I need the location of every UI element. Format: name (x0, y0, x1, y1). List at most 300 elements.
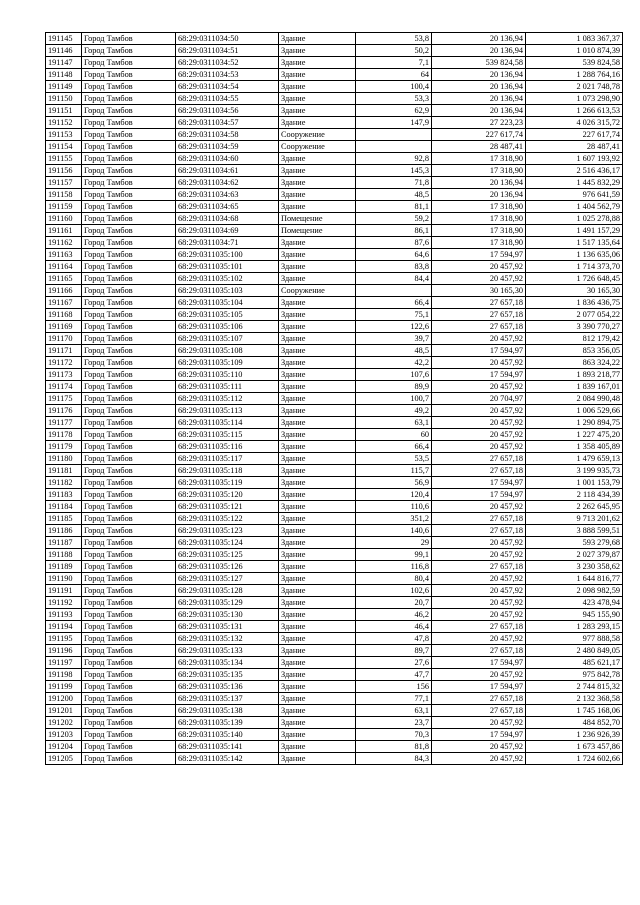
object-type-cell: Здание (279, 573, 356, 585)
municipality-cell: Город Тамбов (82, 549, 176, 561)
table-row (46, 249, 623, 261)
municipality-cell: Город Тамбов (82, 225, 176, 237)
row-number-cell: 191205 (46, 753, 82, 765)
cadastral-number-cell: 68:29:0311035:118 (176, 465, 279, 477)
table-row (46, 741, 623, 753)
cadastral-number-cell: 68:29:0311035:125 (176, 549, 279, 561)
table-row (46, 141, 623, 153)
table-row (46, 441, 623, 453)
cadastral-value-cell: 2 132 368,58 (526, 693, 623, 705)
municipality-cell: Город Тамбов (82, 693, 176, 705)
table-row (46, 285, 623, 297)
table-row (46, 621, 623, 633)
object-type-cell: Здание (279, 345, 356, 357)
cadastral-number-cell: 68:29:0311035:132 (176, 633, 279, 645)
municipality-cell: Город Тамбов (82, 717, 176, 729)
area-cell: 70,3 (356, 729, 432, 741)
municipality-cell: Город Тамбов (82, 657, 176, 669)
object-type-cell: Здание (279, 561, 356, 573)
table-row (46, 369, 623, 381)
area-cell: 59,2 (356, 213, 432, 225)
cadastral-number-cell: 68:29:0311035:135 (176, 669, 279, 681)
unit-value-cell: 20 457,92 (432, 753, 526, 765)
cadastral-number-cell: 68:29:0311035:102 (176, 273, 279, 285)
table-row (46, 177, 623, 189)
unit-value-cell: 20 457,92 (432, 549, 526, 561)
area-cell: 92,8 (356, 153, 432, 165)
table-row (46, 573, 623, 585)
municipality-cell: Город Тамбов (82, 333, 176, 345)
area-cell (356, 141, 432, 153)
object-type-cell: Здание (279, 273, 356, 285)
municipality-cell: Город Тамбов (82, 621, 176, 633)
area-cell: 84,4 (356, 273, 432, 285)
table-row (46, 333, 623, 345)
unit-value-cell: 27 657,18 (432, 297, 526, 309)
unit-value-cell: 20 457,92 (432, 741, 526, 753)
table-row (46, 105, 623, 117)
area-cell: 46,2 (356, 609, 432, 621)
cadastral-value-cell: 1 839 167,01 (526, 381, 623, 393)
object-type-cell: Здание (279, 189, 356, 201)
object-type-cell: Здание (279, 165, 356, 177)
unit-value-cell: 27 657,18 (432, 453, 526, 465)
unit-value-cell: 20 136,94 (432, 81, 526, 93)
object-type-cell: Здание (279, 117, 356, 129)
cadastral-number-cell: 68:29:0311035:101 (176, 261, 279, 273)
municipality-cell: Город Тамбов (82, 105, 176, 117)
cadastral-number-cell: 68:29:0311035:103 (176, 285, 279, 297)
unit-value-cell: 20 457,92 (432, 381, 526, 393)
row-number-cell: 191202 (46, 717, 82, 729)
area-cell: 83,8 (356, 261, 432, 273)
row-number-cell: 191175 (46, 393, 82, 405)
area-cell: 102,6 (356, 585, 432, 597)
unit-value-cell: 20 457,92 (432, 717, 526, 729)
area-cell: 110,6 (356, 501, 432, 513)
row-number-cell: 191158 (46, 189, 82, 201)
area-cell: 63,1 (356, 705, 432, 717)
municipality-cell: Город Тамбов (82, 465, 176, 477)
table-row (46, 129, 623, 141)
municipality-cell: Город Тамбов (82, 609, 176, 621)
municipality-cell: Город Тамбов (82, 513, 176, 525)
object-type-cell: Здание (279, 717, 356, 729)
row-number-cell: 191197 (46, 657, 82, 669)
cadastral-value-cell: 812 179,42 (526, 333, 623, 345)
unit-value-cell: 20 457,92 (432, 585, 526, 597)
area-cell: 75,1 (356, 309, 432, 321)
unit-value-cell: 27 657,18 (432, 561, 526, 573)
area-cell: 56,9 (356, 477, 432, 489)
row-number-cell: 191149 (46, 81, 82, 93)
cadastral-value-cell: 1 236 926,39 (526, 729, 623, 741)
unit-value-cell: 17 594,97 (432, 657, 526, 669)
row-number-cell: 191151 (46, 105, 82, 117)
table-row (46, 201, 623, 213)
cadastral-number-cell: 68:29:0311035:120 (176, 489, 279, 501)
unit-value-cell: 20 457,92 (432, 633, 526, 645)
municipality-cell: Город Тамбов (82, 633, 176, 645)
table-row (46, 561, 623, 573)
table-row (46, 729, 623, 741)
cadastral-number-cell: 68:29:0311035:133 (176, 645, 279, 657)
cadastral-value-cell: 2 098 982,59 (526, 585, 623, 597)
area-cell: 50,2 (356, 45, 432, 57)
municipality-cell: Город Тамбов (82, 501, 176, 513)
row-number-cell: 191204 (46, 741, 82, 753)
municipality-cell: Город Тамбов (82, 213, 176, 225)
row-number-cell: 191200 (46, 693, 82, 705)
area-cell: 80,4 (356, 573, 432, 585)
object-type-cell: Здание (279, 429, 356, 441)
cadastral-number-cell: 68:29:0311035:137 (176, 693, 279, 705)
municipality-cell: Город Тамбов (82, 705, 176, 717)
row-number-cell: 191168 (46, 309, 82, 321)
cadastral-value-cell: 976 641,59 (526, 189, 623, 201)
unit-value-cell: 20 457,92 (432, 573, 526, 585)
cadastral-number-cell: 68:29:0311034:59 (176, 141, 279, 153)
cadastral-value-cell: 1 607 193,92 (526, 153, 623, 165)
area-cell: 120,4 (356, 489, 432, 501)
object-type-cell: Здание (279, 357, 356, 369)
cadastral-number-cell: 68:29:0311034:50 (176, 33, 279, 45)
row-number-cell: 191163 (46, 249, 82, 261)
row-number-cell: 191169 (46, 321, 82, 333)
cadastral-value-cell: 1 001 153,79 (526, 477, 623, 489)
area-cell: 60 (356, 429, 432, 441)
table-row (46, 273, 623, 285)
cadastral-value-cell: 1 227 475,20 (526, 429, 623, 441)
cadastral-number-cell: 68:29:0311034:52 (176, 57, 279, 69)
table-row (46, 633, 623, 645)
area-cell: 66,4 (356, 297, 432, 309)
area-cell: 66,4 (356, 441, 432, 453)
unit-value-cell: 17 594,97 (432, 345, 526, 357)
cadastral-value-cell: 975 842,78 (526, 669, 623, 681)
cadastral-value-cell: 1 290 894,75 (526, 417, 623, 429)
municipality-cell: Город Тамбов (82, 273, 176, 285)
municipality-cell: Город Тамбов (82, 297, 176, 309)
unit-value-cell: 20 457,92 (432, 429, 526, 441)
unit-value-cell: 20 457,92 (432, 273, 526, 285)
cadastral-value-cell: 2 118 434,39 (526, 489, 623, 501)
object-type-cell: Помещение (279, 225, 356, 237)
area-cell: 84,3 (356, 753, 432, 765)
unit-value-cell: 27 657,18 (432, 705, 526, 717)
cadastral-value-cell: 853 356,05 (526, 345, 623, 357)
object-type-cell: Здание (279, 177, 356, 189)
area-cell: 107,6 (356, 369, 432, 381)
cadastral-value-cell: 2 021 748,78 (526, 81, 623, 93)
cadastral-number-cell: 68:29:0311034:61 (176, 165, 279, 177)
object-type-cell: Здание (279, 309, 356, 321)
object-type-cell: Здание (279, 597, 356, 609)
cadastral-number-cell: 68:29:0311034:65 (176, 201, 279, 213)
table-row (46, 585, 623, 597)
cadastral-value-cell: 3 888 599,51 (526, 525, 623, 537)
cadastral-value-table (45, 32, 623, 765)
row-number-cell: 191147 (46, 57, 82, 69)
area-cell: 63,1 (356, 417, 432, 429)
area-cell (356, 285, 432, 297)
cadastral-value-cell: 2 744 815,32 (526, 681, 623, 693)
municipality-cell: Город Тамбов (82, 405, 176, 417)
unit-value-cell: 17 594,97 (432, 369, 526, 381)
cadastral-value-cell: 484 852,70 (526, 717, 623, 729)
table-row (46, 465, 623, 477)
table-row (46, 645, 623, 657)
unit-value-cell: 20 704,97 (432, 393, 526, 405)
area-cell: 100,7 (356, 393, 432, 405)
unit-value-cell: 17 318,90 (432, 213, 526, 225)
unit-value-cell: 30 165,30 (432, 285, 526, 297)
row-number-cell: 191182 (46, 477, 82, 489)
row-number-cell: 191162 (46, 237, 82, 249)
unit-value-cell: 27 657,18 (432, 525, 526, 537)
cadastral-value-cell: 593 279,68 (526, 537, 623, 549)
unit-value-cell: 20 457,92 (432, 441, 526, 453)
municipality-cell: Город Тамбов (82, 753, 176, 765)
cadastral-number-cell: 68:29:0311035:115 (176, 429, 279, 441)
unit-value-cell: 20 136,94 (432, 189, 526, 201)
table-row (46, 237, 623, 249)
object-type-cell: Сооружение (279, 141, 356, 153)
object-type-cell: Здание (279, 741, 356, 753)
object-type-cell: Здание (279, 585, 356, 597)
table-row (46, 477, 623, 489)
row-number-cell: 191146 (46, 45, 82, 57)
municipality-cell: Город Тамбов (82, 729, 176, 741)
table-row (46, 525, 623, 537)
cadastral-number-cell: 68:29:0311034:56 (176, 105, 279, 117)
object-type-cell: Здание (279, 453, 356, 465)
table-row (46, 669, 623, 681)
object-type-cell: Здание (279, 69, 356, 81)
area-cell: 53,3 (356, 93, 432, 105)
object-type-cell: Здание (279, 201, 356, 213)
table-row (46, 93, 623, 105)
row-number-cell: 191198 (46, 669, 82, 681)
row-number-cell: 191199 (46, 681, 82, 693)
cadastral-number-cell: 68:29:0311035:111 (176, 381, 279, 393)
object-type-cell: Здание (279, 333, 356, 345)
cadastral-value-cell: 1 136 635,06 (526, 249, 623, 261)
unit-value-cell: 17 594,97 (432, 477, 526, 489)
cadastral-number-cell: 68:29:0311034:53 (176, 69, 279, 81)
object-type-cell: Здание (279, 657, 356, 669)
row-number-cell: 191186 (46, 525, 82, 537)
object-type-cell: Здание (279, 393, 356, 405)
area-cell: 49,2 (356, 405, 432, 417)
area-cell: 7,1 (356, 57, 432, 69)
table-row (46, 225, 623, 237)
municipality-cell: Город Тамбов (82, 261, 176, 273)
table-row (46, 261, 623, 273)
unit-value-cell: 20 457,92 (432, 609, 526, 621)
cadastral-number-cell: 68:29:0311034:57 (176, 117, 279, 129)
cadastral-number-cell: 68:29:0311035:109 (176, 357, 279, 369)
municipality-cell: Город Тамбов (82, 525, 176, 537)
area-cell: 122,6 (356, 321, 432, 333)
cadastral-value-cell: 1 404 562,79 (526, 201, 623, 213)
object-type-cell: Здание (279, 705, 356, 717)
table-row (46, 453, 623, 465)
cadastral-number-cell: 68:29:0311035:119 (176, 477, 279, 489)
municipality-cell: Город Тамбов (82, 381, 176, 393)
row-number-cell: 191190 (46, 573, 82, 585)
area-cell: 71,8 (356, 177, 432, 189)
unit-value-cell: 27 657,18 (432, 621, 526, 633)
area-cell: 48,5 (356, 345, 432, 357)
municipality-cell: Город Тамбов (82, 369, 176, 381)
area-cell: 47,8 (356, 633, 432, 645)
row-number-cell: 191148 (46, 69, 82, 81)
row-number-cell: 191196 (46, 645, 82, 657)
row-number-cell: 191159 (46, 201, 82, 213)
cadastral-value-cell: 1 283 293,15 (526, 621, 623, 633)
object-type-cell: Здание (279, 405, 356, 417)
object-type-cell: Здание (279, 477, 356, 489)
row-number-cell: 191189 (46, 561, 82, 573)
cadastral-value-cell: 1 644 816,77 (526, 573, 623, 585)
cadastral-value-cell: 1 479 659,13 (526, 453, 623, 465)
unit-value-cell: 17 318,90 (432, 165, 526, 177)
municipality-cell: Город Тамбов (82, 189, 176, 201)
cadastral-number-cell: 68:29:0311035:108 (176, 345, 279, 357)
area-cell: 64,6 (356, 249, 432, 261)
cadastral-value-cell: 539 824,58 (526, 57, 623, 69)
cadastral-value-cell: 1 025 278,88 (526, 213, 623, 225)
cadastral-number-cell: 68:29:0311035:106 (176, 321, 279, 333)
unit-value-cell: 20 136,94 (432, 45, 526, 57)
cadastral-number-cell: 68:29:0311035:129 (176, 597, 279, 609)
row-number-cell: 191192 (46, 597, 82, 609)
cadastral-value-cell: 863 324,22 (526, 357, 623, 369)
unit-value-cell: 17 318,90 (432, 153, 526, 165)
municipality-cell: Город Тамбов (82, 201, 176, 213)
unit-value-cell: 17 318,90 (432, 225, 526, 237)
cadastral-number-cell: 68:29:0311034:51 (176, 45, 279, 57)
object-type-cell: Здание (279, 237, 356, 249)
area-cell: 77,1 (356, 693, 432, 705)
table-row (46, 513, 623, 525)
area-cell: 20,7 (356, 597, 432, 609)
table-row (46, 717, 623, 729)
object-type-cell: Здание (279, 153, 356, 165)
object-type-cell: Здание (279, 45, 356, 57)
cadastral-value-cell: 1 491 157,29 (526, 225, 623, 237)
object-type-cell: Здание (279, 693, 356, 705)
object-type-cell: Здание (279, 33, 356, 45)
table-row (46, 753, 623, 765)
area-cell: 351,2 (356, 513, 432, 525)
row-number-cell: 191172 (46, 357, 82, 369)
cadastral-number-cell: 68:29:0311035:124 (176, 537, 279, 549)
row-number-cell: 191180 (46, 453, 82, 465)
cadastral-number-cell: 68:29:0311035:130 (176, 609, 279, 621)
object-type-cell: Здание (279, 729, 356, 741)
table-row (46, 489, 623, 501)
row-number-cell: 191157 (46, 177, 82, 189)
row-number-cell: 191183 (46, 489, 82, 501)
cadastral-value-cell: 1 745 168,06 (526, 705, 623, 717)
unit-value-cell: 27 657,18 (432, 645, 526, 657)
object-type-cell: Здание (279, 57, 356, 69)
cadastral-number-cell: 68:29:0311035:141 (176, 741, 279, 753)
object-type-cell: Здание (279, 297, 356, 309)
table-row (46, 609, 623, 621)
municipality-cell: Город Тамбов (82, 285, 176, 297)
area-cell: 46,4 (356, 621, 432, 633)
row-number-cell: 191160 (46, 213, 82, 225)
table-row (46, 357, 623, 369)
municipality-cell: Город Тамбов (82, 477, 176, 489)
object-type-cell: Здание (279, 501, 356, 513)
unit-value-cell: 27 657,18 (432, 321, 526, 333)
area-cell: 115,7 (356, 465, 432, 477)
area-cell: 147,9 (356, 117, 432, 129)
unit-value-cell: 17 594,97 (432, 489, 526, 501)
unit-value-cell: 17 594,97 (432, 249, 526, 261)
municipality-cell: Город Тамбов (82, 309, 176, 321)
cadastral-number-cell: 68:29:0311035:104 (176, 297, 279, 309)
object-type-cell: Здание (279, 549, 356, 561)
municipality-cell: Город Тамбов (82, 453, 176, 465)
cadastral-number-cell: 68:29:0311035:126 (176, 561, 279, 573)
cadastral-value-cell: 2 480 849,05 (526, 645, 623, 657)
municipality-cell: Город Тамбов (82, 741, 176, 753)
unit-value-cell: 27 657,18 (432, 693, 526, 705)
cadastral-number-cell: 68:29:0311035:142 (176, 753, 279, 765)
table-row (46, 321, 623, 333)
cadastral-number-cell: 68:29:0311035:110 (176, 369, 279, 381)
cadastral-value-cell: 28 487,41 (526, 141, 623, 153)
cadastral-number-cell: 68:29:0311035:112 (176, 393, 279, 405)
row-number-cell: 191185 (46, 513, 82, 525)
area-cell: 156 (356, 681, 432, 693)
row-number-cell: 191177 (46, 417, 82, 429)
table-row (46, 69, 623, 81)
table-row (46, 417, 623, 429)
municipality-cell: Город Тамбов (82, 417, 176, 429)
object-type-cell: Здание (279, 249, 356, 261)
area-cell: 89,7 (356, 645, 432, 657)
municipality-cell: Город Тамбов (82, 321, 176, 333)
object-type-cell: Здание (279, 417, 356, 429)
row-number-cell: 191184 (46, 501, 82, 513)
unit-value-cell: 27 657,18 (432, 309, 526, 321)
municipality-cell: Город Тамбов (82, 153, 176, 165)
cadastral-value-cell: 1 726 648,45 (526, 273, 623, 285)
table-row (46, 213, 623, 225)
municipality-cell: Город Тамбов (82, 117, 176, 129)
cadastral-number-cell: 68:29:0311035:117 (176, 453, 279, 465)
municipality-cell: Город Тамбов (82, 249, 176, 261)
table-row (46, 57, 623, 69)
object-type-cell: Здание (279, 621, 356, 633)
table-row (46, 681, 623, 693)
object-type-cell: Здание (279, 105, 356, 117)
municipality-cell: Город Тамбов (82, 57, 176, 69)
cadastral-number-cell: 68:29:0311035:122 (176, 513, 279, 525)
area-cell: 23,7 (356, 717, 432, 729)
municipality-cell: Город Тамбов (82, 93, 176, 105)
unit-value-cell: 20 457,92 (432, 537, 526, 549)
cadastral-value-cell: 1 893 218,77 (526, 369, 623, 381)
municipality-cell: Город Тамбов (82, 393, 176, 405)
municipality-cell: Город Тамбов (82, 177, 176, 189)
